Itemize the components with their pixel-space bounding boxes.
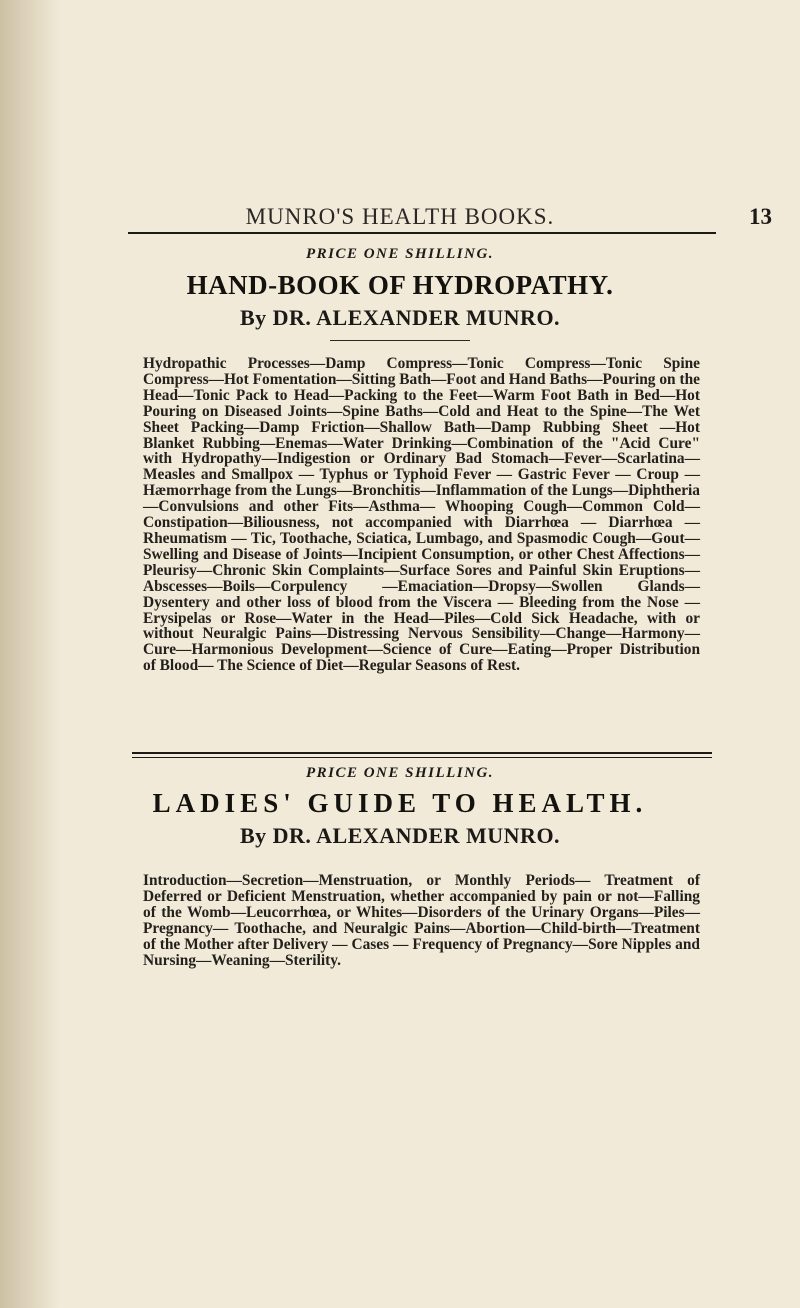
book1-title: HAND-BOOK OF HYDROPATHY. <box>186 270 614 300</box>
page-edge-shading <box>0 0 60 1308</box>
book1-contents: Hydropathic Processes—Damp Compress—Tonic Compress—Tonic Spine Compress—Hot Fomentation—Sitting Bath—Foot and Hand Baths—Pouring on the Head—Tonic Pack to Head—Packing to the Feet—Warm Foot Bath in Bed—Hot Pouring on Diseased Joints—Spine Baths—Cold and Heat to the Spine—The Wet Sheet Packing—Damp Friction—Shallow Bath—Damp Rubbing Sheet —Hot Blanket Rubbing—Enemas—Water Drinking—Combination of the "Acid Cure" with Hydropathy—Indigestion or Ordinary Bad Stomach—Fever—Scarlatina—Measles and Smallpox — Typhus or Typhoid Fever — Gastric Fever — Croup — Hæmorrhage from the Lungs—Bronchitis—Inflammation of the Lungs—Diphtheria—Convulsions and other Fits—Asthma— Whooping Cough—Common Cold—Constipation—Biliousness, not accompanied with Diarrhœa — Diarrhœa — Rheumatism — Tic, Toothache, Sciatica, Lumbago, and Spasmodic Cough—Gout— Swelling and Disease of Joints—Incipient Consumption, or other Chest Affections—Pleurisy—Chronic Skin Complaints—Surface Sores and Painful Skin Eruptions—Abscesses—Boils—Corpulency —Emaciation—Dropsy—Swollen Glands—Dysentery and other loss of blood from the Viscera — Bleeding from the Nose — Erysipelas or Rose—Water in the Head—Piles—Cold Sick Headache, with or without Neuralgic Pains—Distressing Nervous Sensibility—Change—Harmony—Cure—Harmonious Development—Science of Cure—Eating—Proper Distribution of Blood— The Science of Diet—Regular Seasons of Rest. <box>143 355 700 675</box>
book2-title: LADIES' GUIDE TO HEALTH. <box>152 788 648 818</box>
section-divider <box>132 752 712 758</box>
book2-contents: Introduction—Secretion—Menstruation, or Monthly Periods— Treatment of Deferred or Deficient Menstruation, whether accompanied by pain or not—Falling of the Womb—Leucorrhœa, or Whites—Disorders of the Urinary Organs—Piles—Pregnancy— Toothache, and Neuralgic Pains—Abortion—Child-birth—Treatment of the Mother after Delivery — Cases — Frequency of Pregnancy—Sore Nipples and Nursing—Weaning—Sterility. <box>143 872 700 969</box>
running-head-title: MUNRO'S HEALTH BOOKS. <box>245 204 555 229</box>
header-rule <box>128 232 716 234</box>
book1-author: By DR. ALEXANDER MUNRO. <box>239 305 561 330</box>
book2-author: By DR. ALEXANDER MUNRO. <box>239 823 561 848</box>
page-number: 13 <box>749 204 772 229</box>
book2-price: PRICE ONE SHILLING. <box>305 765 495 781</box>
book1-title-rule <box>330 340 470 341</box>
book1-price: PRICE ONE SHILLING. <box>305 246 495 262</box>
running-head <box>130 204 780 234</box>
